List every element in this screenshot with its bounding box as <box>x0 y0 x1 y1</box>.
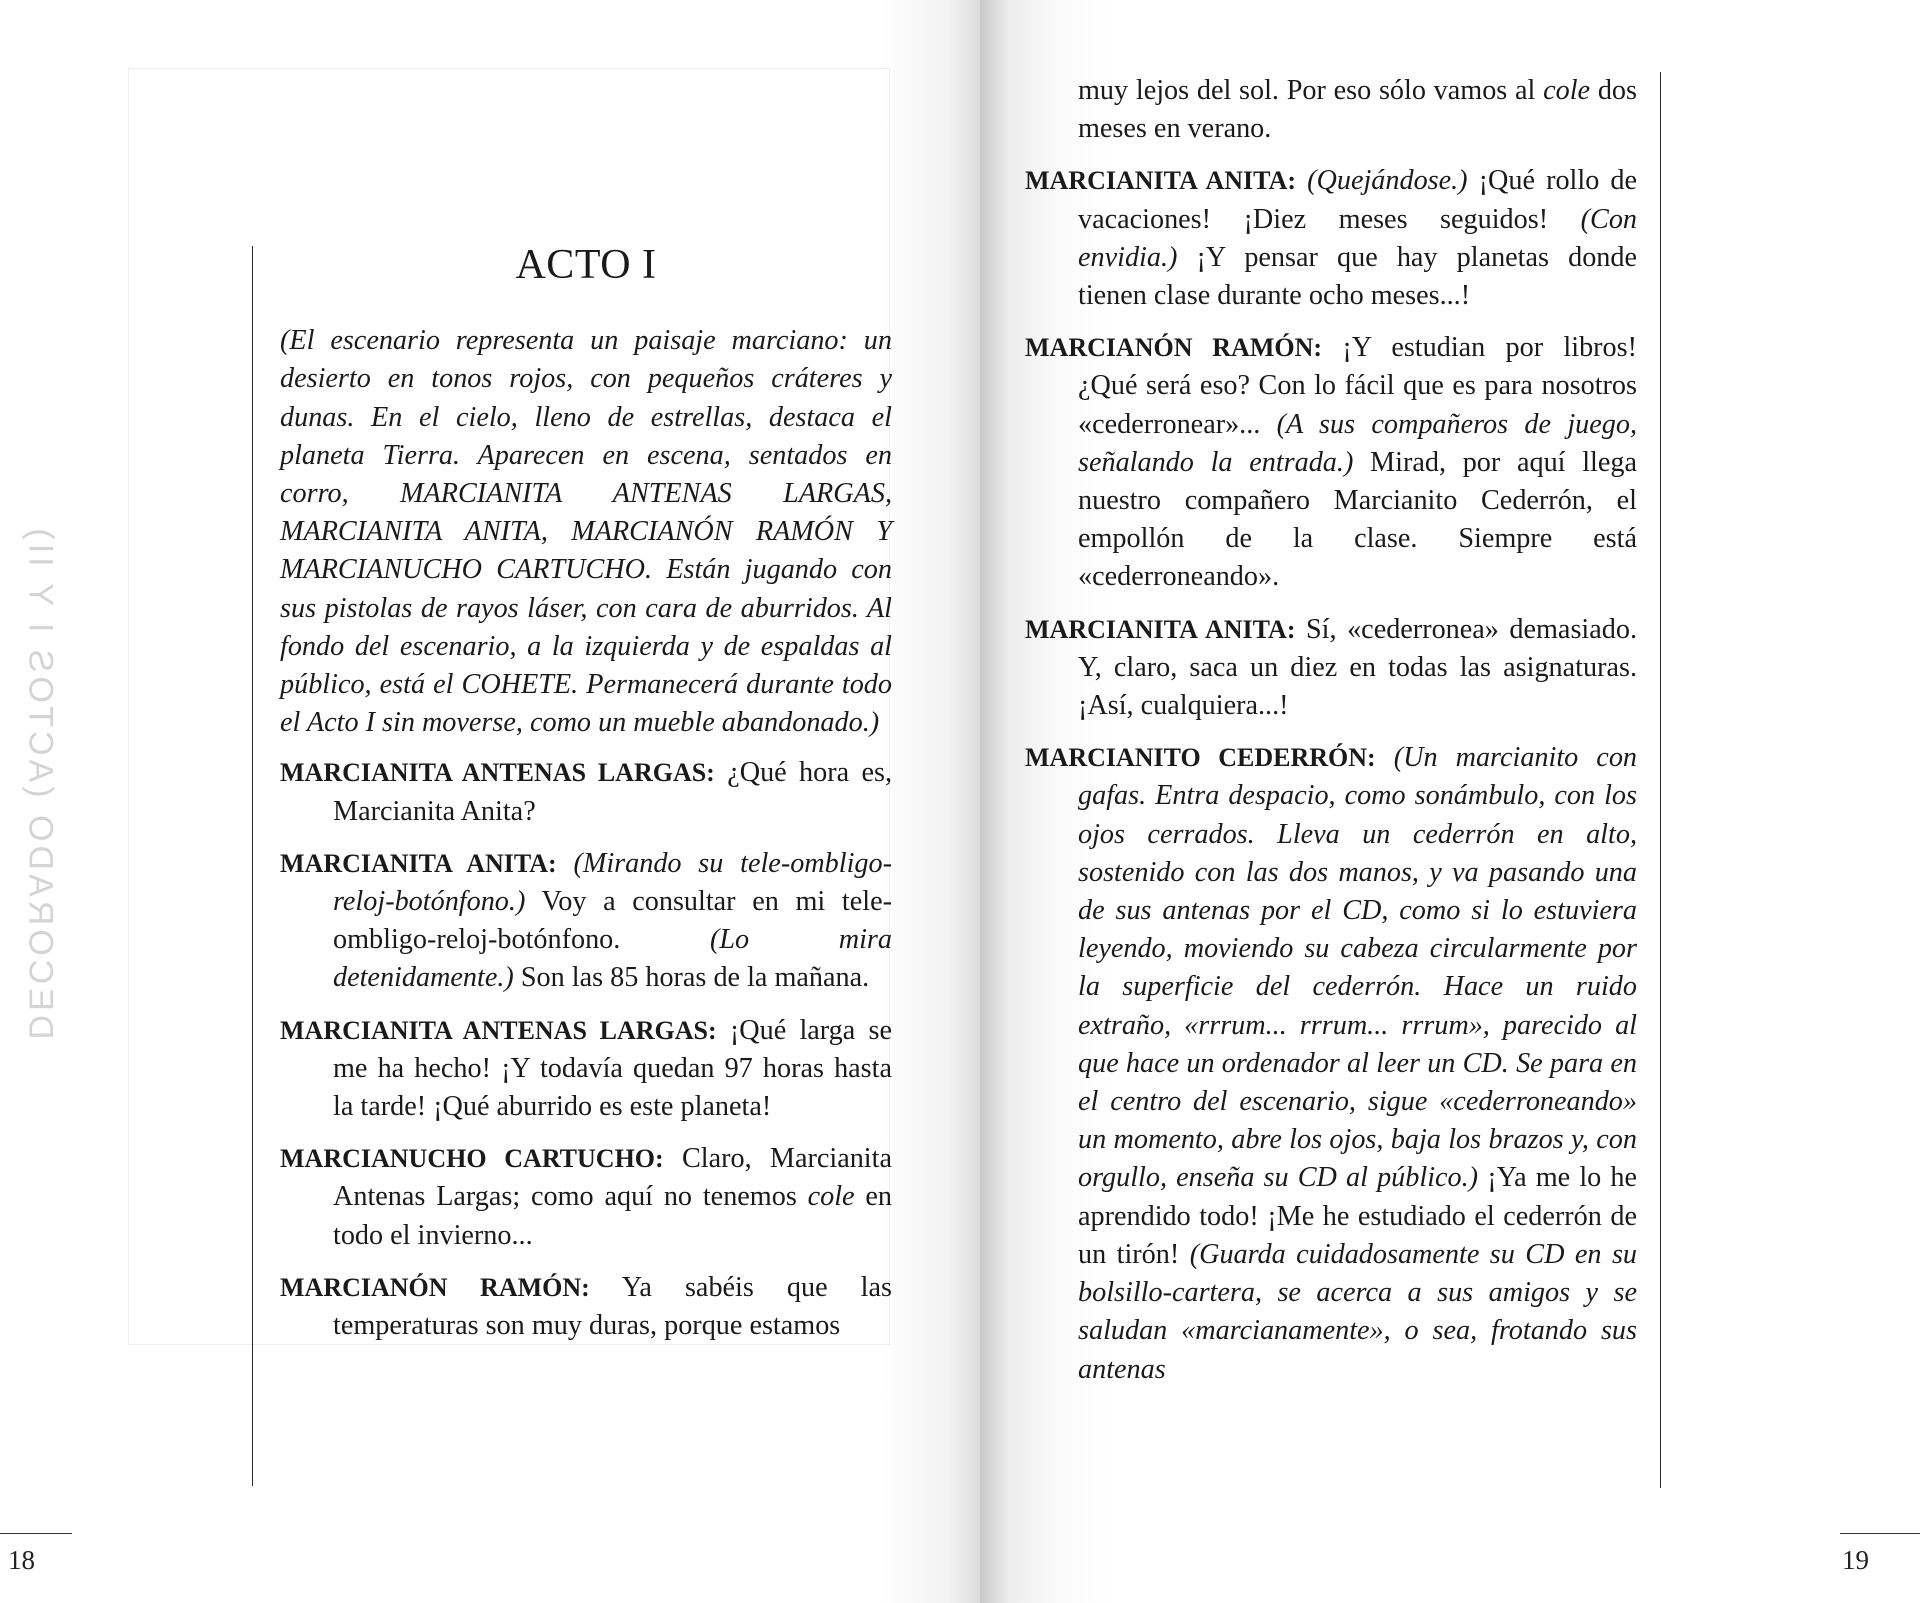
speech-text: muy lejos del sol. Por eso sólo vamos al <box>1078 75 1544 106</box>
act-title: ACTO I <box>515 242 657 288</box>
right-margin-rule <box>1660 72 1661 1488</box>
speech-text: Mirad, por aquí llega nuestro compañero Marcianito Cederrón, el empollón de la clase. Siempre está «cederroneando». <box>1078 446 1637 593</box>
page-number-rule <box>0 1533 72 1534</box>
speaker-name: MARCIANUCHO CARTUCHO: <box>280 1144 664 1174</box>
stage-direction-inline: (Guarda cuidadosamente su CD en su bolsillo-cartera, se acerca a sus amigos y se saludan «marcianamente», o sea, frotando sus antenas <box>1078 1238 1638 1385</box>
speaker-name: MARCIANITO CEDERRÓN: <box>1025 743 1376 773</box>
speaker-name: MARCIANÓN RAMÓN: <box>1025 333 1323 363</box>
speaker-name: MARCIANÓN RAMÓN: <box>280 1272 590 1302</box>
speech-text: ¡Y estudian por libros! ¿Qué será eso? Con lo fácil que es para nosotros «cederronear»... <box>1078 332 1637 440</box>
italic-word: cole <box>807 1181 855 1213</box>
speech-text: ¡Ya me lo he aprendido todo! ¡Me he estudiado el cederrón de un tirón! <box>1078 1162 1637 1270</box>
speech-text: en todo el invierno... <box>333 1181 893 1251</box>
speech-text: Voy a consultar en mi tele-ombligo-reloj-botónfono. <box>333 886 892 956</box>
stage-direction-inline: (Con envidia.) <box>1078 203 1637 273</box>
speech-text: ¡Qué rollo de vacaciones! ¡Diez meses seguidos! <box>1078 165 1637 235</box>
page-number-rule <box>1840 1533 1920 1534</box>
speech-6 <box>1025 162 1637 315</box>
bleed-through-header: DECORADO (ACTOS I Y II) <box>21 524 60 1040</box>
speech-text: Son las 85 horas de la mañana. <box>513 962 870 994</box>
stage-direction: (El escenario representa un paisaje marciano: un desierto en tonos rojos, con pequeños cráteres y dunas. En el cielo, lleno de estrellas, destaca el planeta Tierra. Aparecen en escena, sentados en corro, MARCIANITA ANTENAS LARGAS, MARCIANITA ANITA, MARCIANÓN RAMÓN Y MARCIANUCHO CARTUCHO. Están jugando con sus pistolas de rayos láser, con cara de aburridos. Al fondo del escenario, a la izquierda y de espaldas al público, está el COHETE. Permanecerá durante todo el Acto I sin moverse, como un mueble abandonado.) <box>280 325 892 739</box>
speaker-name: MARCIANITA ANITA: <box>1025 614 1296 644</box>
page-number: 18 <box>8 1545 35 1575</box>
speech-9 <box>1025 739 1637 1388</box>
speech-text: ¡Y pensar que hay planetas donde tienen clase durante ocho meses...! <box>1078 241 1637 312</box>
speech-text: ¡Qué larga se me ha hecho! ¡Y todavía quedan 97 horas hasta la tarde! ¡Qué aburrido es este planeta! <box>333 1014 892 1123</box>
speech-4 <box>280 1140 892 1255</box>
speech-text: dos meses en verano. <box>1078 75 1637 145</box>
right-text-column <box>1025 72 1637 1403</box>
page-number: 19 <box>1842 1545 1869 1575</box>
stage-direction-inline: (Mirando su tele-ombligo-reloj-botónfono.) <box>333 847 892 918</box>
stage-direction-inline: (A sus compañeros de juego, señalando la entrada.) <box>1078 408 1637 478</box>
left-text-column <box>280 242 893 1359</box>
speech-5 <box>280 1269 892 1345</box>
speech-continuation <box>1025 72 1637 148</box>
stage-direction-inline: (Un marcianito con gafas. Entra despacio, como sonámbulo, con los ojos cerrados. Lleva un cederrón en alto, sostenido con las dos manos, y va pasando una de sus antenas por el CD, como si lo estuviera leyendo, moviendo su cabeza circularmente por la superficie del cederrón. Hace un ruido extraño, «rrrum... rrrum... rrrum», parecido al que hace un ordenador al leer un CD. Se para en el centro del escenario, sigue «cederroneando» un momento, abre los ojos, baja los brazos y, con orgullo, enseña su CD al público.) <box>1078 742 1638 1194</box>
speech-7 <box>1025 329 1637 596</box>
speaker-name: MARCIANITA ANTENAS LARGAS: <box>280 1015 717 1045</box>
speaker-name: MARCIANITA ANITA: <box>280 848 557 878</box>
speech-text: Claro, Marcianita Antenas Largas; como aquí no tenemos <box>333 1143 892 1213</box>
speaker-name: MARCIANITA ANTENAS LARGAS: <box>280 758 715 788</box>
speech-2 <box>280 845 892 998</box>
italic-word: cole <box>1543 75 1591 106</box>
speech-text: ¿Qué hora es, Marcianita Anita? <box>333 757 892 827</box>
speech-8 <box>1025 611 1637 726</box>
speech-1 <box>280 754 892 830</box>
speech-text: Sí, «cederronea» demasiado. Y, claro, saca un diez en todas las asignaturas. ¡Así, cualquiera...! <box>1078 613 1637 722</box>
speaker-name: MARCIANITA ANITA: <box>1025 166 1297 196</box>
speech-text: Ya sabéis que las temperaturas son muy duras, porque estamos <box>333 1271 892 1342</box>
stage-direction-inline: (Lo mira detenidamente.) <box>333 924 892 994</box>
speech-3 <box>280 1012 892 1127</box>
stage-direction-inline: (Quejándose.) <box>1296 165 1468 197</box>
left-margin-rule <box>252 246 253 1486</box>
